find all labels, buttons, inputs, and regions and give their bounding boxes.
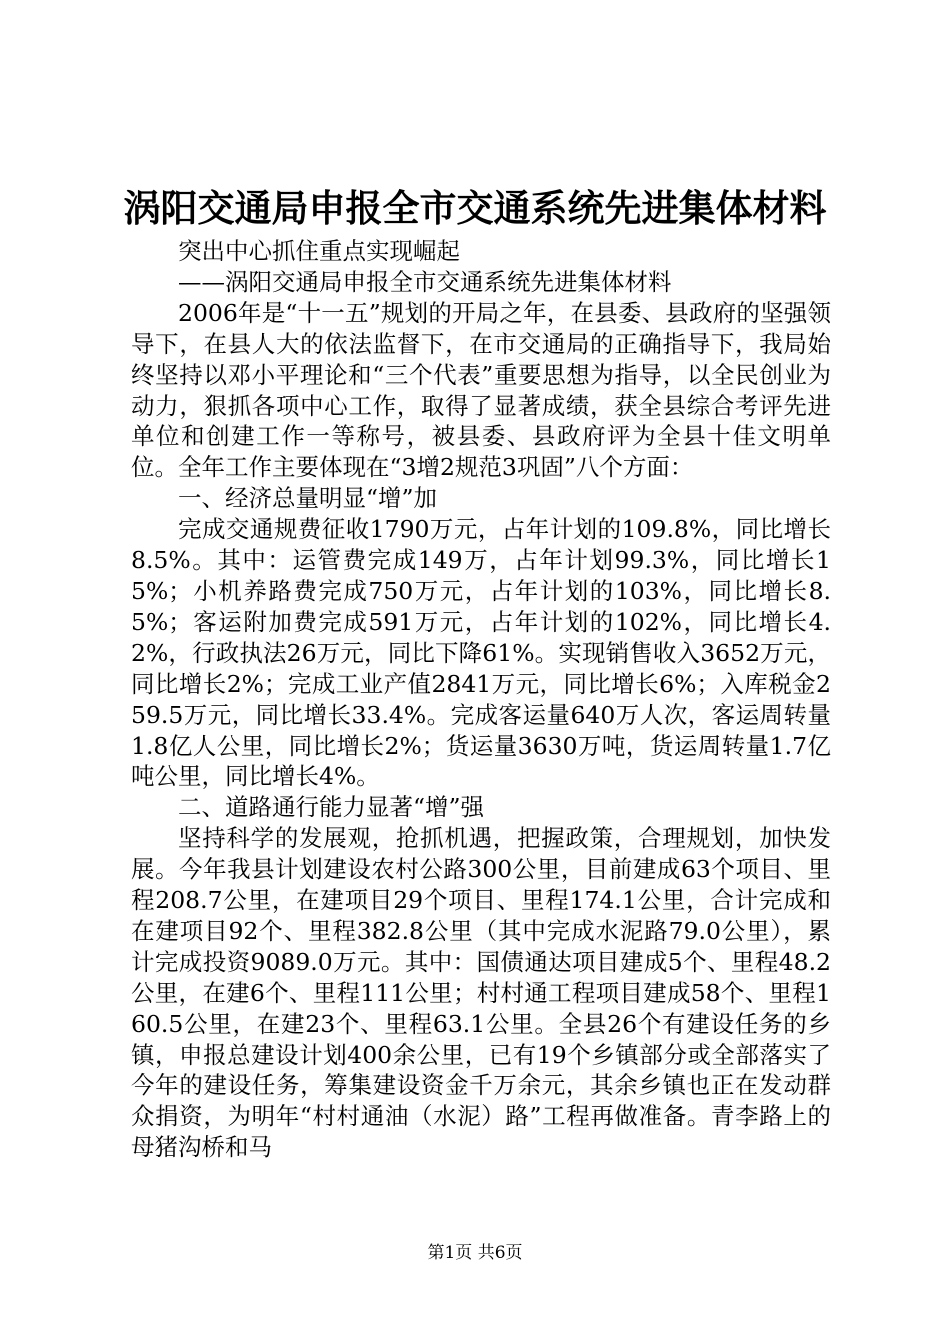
paragraph-intro: 2006年是“十一五”规划的开局之年，在县委、县政府的坚强领导下，在县人大的依法监督下，在市交通局的正确指导下，我局始终坚持以邓小平理论和“三个代表”重要思想为指导，以全民创业为动力，狠抓各项中心工作，取得了显著成绩，获全县综合考评先进单位和创建工作一等称号，被县委、县政府评为全县十佳文明单位。全年工作主要体现在“3增2规范3巩固”八个方面： <box>131 298 831 482</box>
section-heading-2: 二、道路通行能力显著“增”强 <box>178 793 485 822</box>
page-number: 第1页 共6页 <box>427 1243 523 1263</box>
paragraph-roads: 坚持科学的发展观，抢抓机遇，把握政策，合理规划，加快发展。今年我县计划建设农村公路300公里，目前建成63个项目、里程208.7公里，在建项目29个项目、里程174.1公里，合计完成和在建项目92个、里程382.8公里（其中完成水泥路79.0公里），累计完成投资9089.0万元。其中：国债通达项目建成5个、里程48.2公里，在建6个、里程111公里；村村通工程项目建成58个、里程160.5公里，在建23个、里程63.1公里。全县26个有建设任务的乡镇，申报总建设计划400余公里，已有19个乡镇部分或全部落实了今年的建设任务，筹集建设资金千万余元，其余乡镇也正在发动群众捐资，为明年“村村通油（水泥）路”工程再做准备。青李路上的母猪沟桥和马 <box>131 824 831 1162</box>
paragraph-economy: 完成交通规费征收1790万元，占年计划的109.8%，同比增长8.5%。其中：运管费完成149万，占年计划99.3%，同比增长15%；小机养路费完成750万元，占年计划的103%，同比增长8.5%；客运附加费完成591万元，占年计划的102%，同比增长4.2%，行政执法26万元，同比下降61%。实现销售收入3652万元，同比增长2%；完成工业产值2841万元，同比增长6%；入库税金259.5万元，同比增长33.4%。完成客运量640万人次，客运周转量1.8亿人公里，同比增长2%；货运量3630万吨，货运周转量1.7亿吨公里，同比增长4%。 <box>131 515 831 791</box>
document-subtitle: 突出中心抓住重点实现崛起 <box>178 237 460 265</box>
document-body <box>131 236 831 1163</box>
document-subtitle-2: ——涡阳交通局申报全市交通系统先进集体材料 <box>178 267 672 296</box>
section-heading-1: 一、经济总量明显“增”加 <box>178 484 438 513</box>
document-title: 涡阳交通局申报全市交通系统先进集体材料 <box>123 186 827 230</box>
